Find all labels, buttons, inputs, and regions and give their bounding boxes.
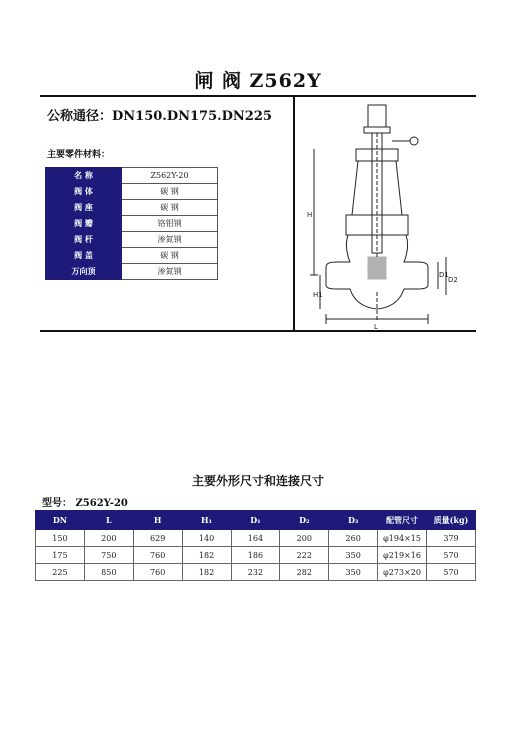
table-cell: 350: [329, 564, 378, 581]
table-cell: 182: [182, 547, 231, 564]
column-header: D₂: [280, 511, 329, 530]
model-number: 型号： Z562Y-20: [42, 498, 128, 509]
table-row: [36, 547, 476, 564]
part-name: 名 称: [46, 168, 122, 184]
table-cell: 282: [280, 564, 329, 581]
table-cell: 260: [329, 530, 378, 547]
table-cell: 225: [36, 564, 85, 581]
handwheel-icon: [410, 137, 418, 145]
table-cell: 175: [36, 547, 85, 564]
vertical-divider: [293, 95, 295, 332]
table-cell: φ219×16: [378, 547, 427, 564]
table-cell: 200: [280, 530, 329, 547]
valve-technical-drawing: [296, 97, 476, 330]
materials-row: [46, 216, 218, 232]
column-header: H: [133, 511, 182, 530]
column-header: D₃: [329, 511, 378, 530]
part-name: 阀 杆: [46, 232, 122, 248]
table-cell: 186: [231, 547, 280, 564]
table-cell: 232: [231, 564, 280, 581]
table-row: [36, 530, 476, 547]
materials-table: [45, 167, 218, 280]
part-name: 阀 盖: [46, 248, 122, 264]
part-name: 阀 瓣: [46, 216, 122, 232]
part-material: Z562Y-20: [122, 168, 218, 184]
materials-row: [46, 248, 218, 264]
dim-label-h1: H1: [313, 291, 323, 299]
column-header: L: [84, 511, 133, 530]
table-cell: 760: [133, 564, 182, 581]
materials-row: [46, 200, 218, 216]
materials-row: [46, 264, 218, 280]
gate-disc: [368, 257, 386, 279]
column-header: 配管尺寸: [378, 511, 427, 530]
column-header: D₁: [231, 511, 280, 530]
dim-label-l: L: [374, 323, 378, 330]
part-material: 渗氮钢: [122, 232, 218, 248]
table-cell: 379: [427, 530, 476, 547]
table-cell: 850: [84, 564, 133, 581]
part-material: 碳 钢: [122, 248, 218, 264]
table-cell: 629: [133, 530, 182, 547]
table-row: [36, 564, 476, 581]
table-cell: 760: [133, 547, 182, 564]
part-material: 铬钼钢: [122, 216, 218, 232]
part-material: 渗氮钢: [122, 264, 218, 280]
actuator-housing: [368, 105, 386, 127]
table-cell: 140: [182, 530, 231, 547]
nominal-bore-heading: 公称通径：DN150.DN175.DN225: [47, 109, 272, 124]
table-cell: φ273×20: [378, 564, 427, 581]
dim-label-d2: D2: [448, 276, 458, 284]
dim-label-d1: D1: [439, 271, 449, 279]
part-material: 碳 钢: [122, 200, 218, 216]
table-cell: 222: [280, 547, 329, 564]
part-name: 万向顶: [46, 264, 122, 280]
materials-row: [46, 184, 218, 200]
table-cell: φ194×15: [378, 530, 427, 547]
part-name: 阀 座: [46, 200, 122, 216]
table-cell: 350: [329, 547, 378, 564]
dimensions-heading: 主要外形尺寸和连接尺寸: [191, 474, 324, 488]
middle-divider: [40, 330, 476, 332]
materials-heading: 主要零件材料：: [47, 150, 111, 160]
materials-row: [46, 232, 218, 248]
table-cell: 570: [427, 564, 476, 581]
column-header: DN: [36, 511, 85, 530]
part-material: 碳 钢: [122, 184, 218, 200]
part-name: 阀 体: [46, 184, 122, 200]
table-cell: 750: [84, 547, 133, 564]
page-title: 闸 阀 Z562Y: [194, 70, 322, 92]
table-cell: 164: [231, 530, 280, 547]
table-cell: 570: [427, 547, 476, 564]
actuator-base: [364, 127, 390, 133]
table-cell: 200: [84, 530, 133, 547]
table-cell: 150: [36, 530, 85, 547]
column-header: H₁: [182, 511, 231, 530]
dim-label-h: H: [307, 211, 313, 219]
materials-row: [46, 168, 218, 184]
table-cell: 182: [182, 564, 231, 581]
dimensions-table: [35, 510, 476, 581]
column-header: 质量(kg): [427, 511, 476, 530]
